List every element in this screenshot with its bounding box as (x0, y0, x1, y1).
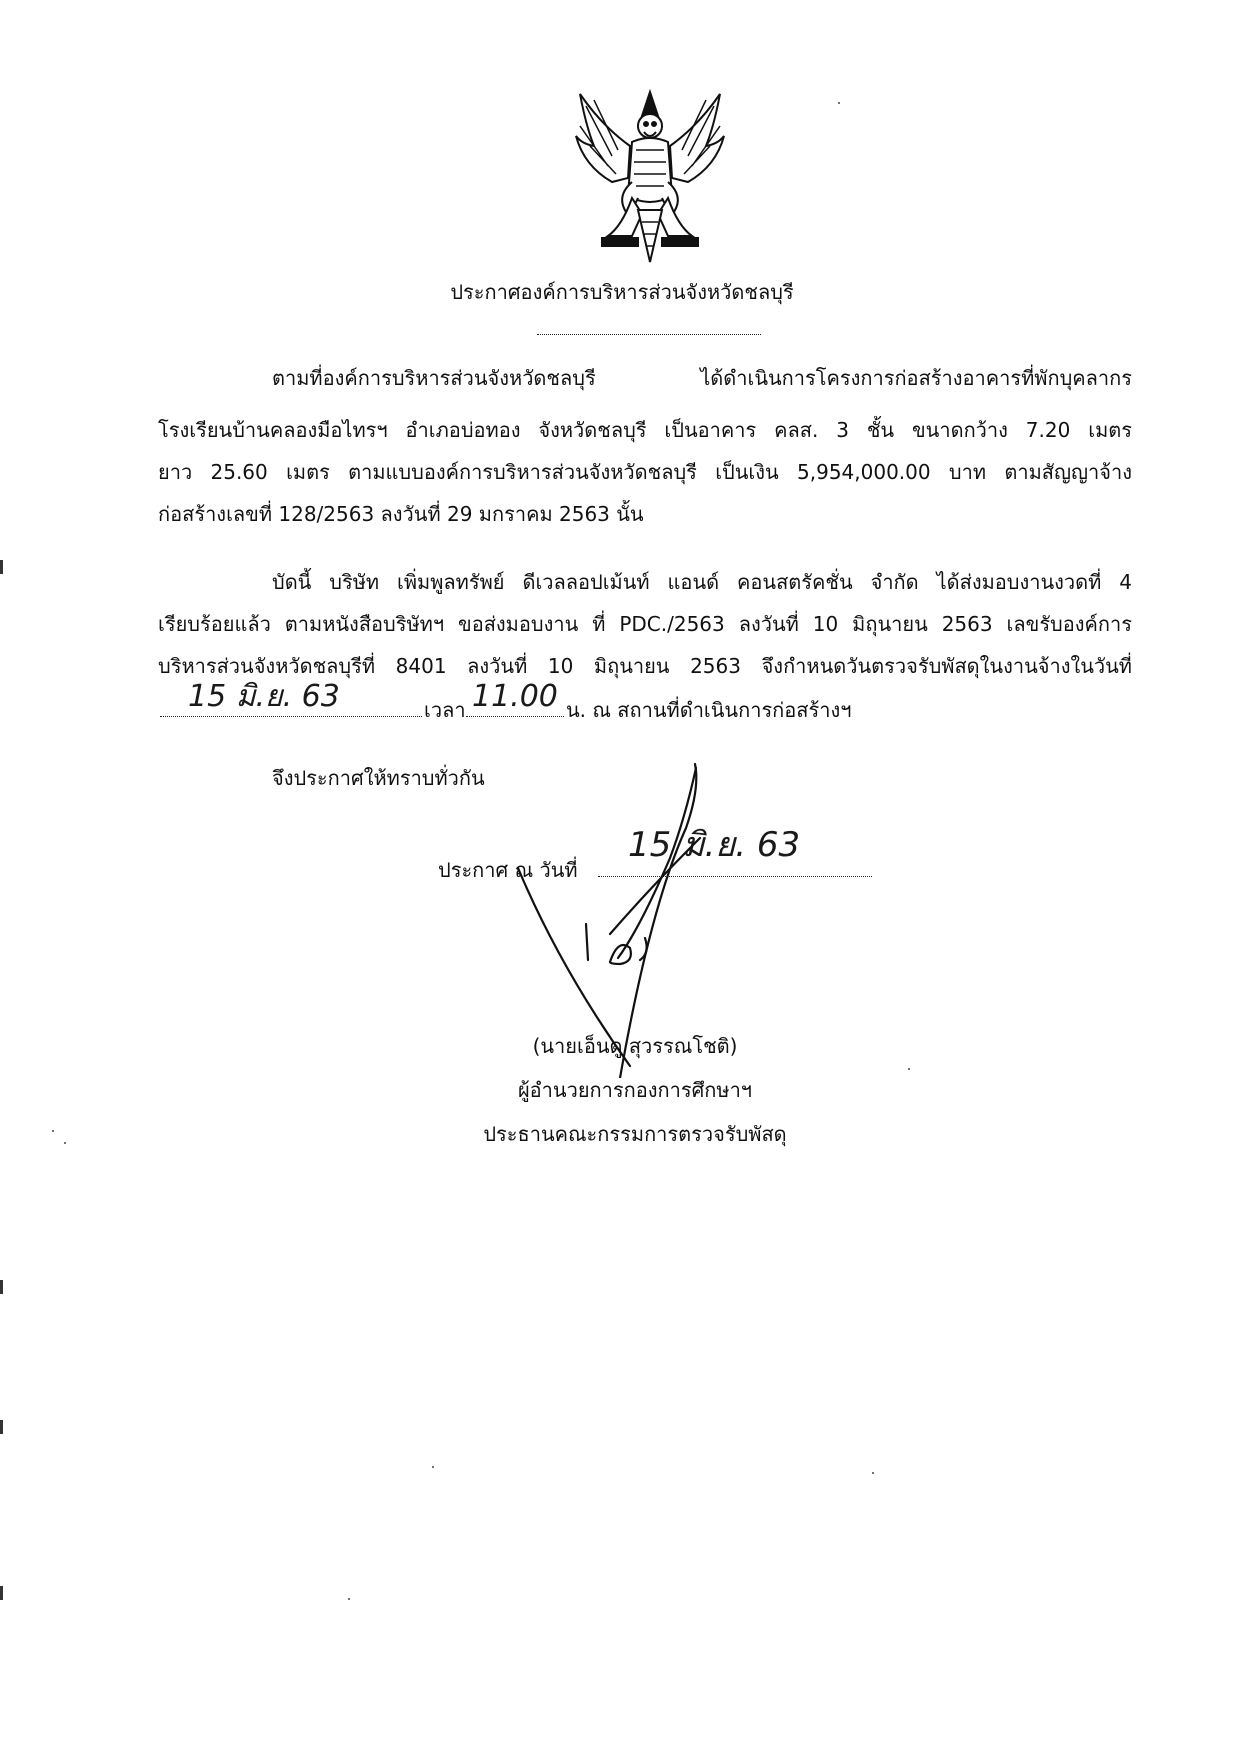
time-fill-line (466, 716, 564, 717)
paragraph2-line: เรียบร้อยแล้ว ตามหนังสือบริษัทฯ ขอส่งมอบงาน ที่ PDC./2563 ลงวันที่ 10 มิถุนายน 2563 เลขรับองค์การ (158, 612, 1132, 636)
scan-speck (872, 1472, 874, 1474)
scan-margin-mark (0, 1586, 3, 1600)
garuda-emblem-icon (572, 86, 728, 266)
handwritten-announce-date: 15 มิ.ย. 63 (628, 825, 801, 865)
paragraph1-line: ก่อสร้างเลขที่ 128/2563 ลงวันที่ 29 มกราคม 2563 นั้น (158, 502, 644, 526)
scan-margin-mark (0, 1280, 3, 1294)
title-divider (537, 334, 761, 335)
paragraph1-line: ตามที่องค์การบริหารส่วนจังหวัดชลบุรี ได้ดำเนินการโครงการก่อสร้างอาคารที่พักบุคลากร (272, 366, 1132, 390)
handwritten-inspection-date: 15 มิ.ย. 63 (188, 679, 340, 714)
handwritten-signature (500, 748, 740, 1078)
scan-margin-mark (0, 1420, 3, 1434)
scan-speck (838, 102, 840, 104)
scan-speck (908, 1068, 910, 1070)
scan-speck (64, 1142, 66, 1144)
signatory-name: (นายเอ็นดู สุวรรณโชติ) (532, 1034, 738, 1058)
scan-speck (348, 1598, 350, 1600)
document-title: ประกาศองค์การบริหารส่วนจังหวัดชลบุรี (450, 280, 794, 304)
signatory-position: ผู้อำนวยการกองการศึกษาฯ (517, 1078, 753, 1102)
handwritten-inspection-time: 11.00 (472, 679, 558, 714)
scan-speck (52, 1130, 54, 1132)
paragraph2-line: บัดนี้ บริษัท เพิ่มพูลทรัพย์ ดีเวลลอปเม้นท์ แอนด์ คอนสตรัคชั่น จำกัด ได้ส่งมอบงานงวดที่ 4 (272, 570, 1132, 594)
paragraph1-line: โรงเรียนบ้านคลองมือไทรฯ อำเภอบ่อทอง จังหวัดชลบุรี เป็นอาคาร คลส. 3 ชั้น ขนาดกว้าง 7.20 เมตร (158, 418, 1132, 442)
paragraph2-line: บริหารส่วนจังหวัดชลบุรีที่ 8401 ลงวันที่ 10 มิถุนายน 2563 จึงกำหนดวันตรวจรับพัสดุในงานจ้างในวันที่ (158, 654, 1132, 678)
paragraph2-tail: น. ณ สถานที่ดำเนินการก่อสร้างฯ (566, 698, 852, 722)
paragraph1-line: ยาว 25.60 เมตร ตามแบบองค์การบริหารส่วนจังหวัดชลบุรี เป็นเงิน 5,954,000.00 บาท ตามสัญญาจ้าง (158, 460, 1132, 484)
time-label: เวลา (424, 698, 466, 722)
scan-speck (432, 1466, 434, 1468)
closing-text: จึงประกาศให้ทราบทั่วกัน (272, 766, 485, 790)
signatory-role: ประธานคณะกรรมการตรวจรับพัสดุ (483, 1122, 787, 1146)
announce-date-label: ประกาศ ณ วันที่ (438, 858, 578, 882)
date-fill-line (160, 716, 422, 717)
scan-margin-mark (0, 560, 3, 574)
